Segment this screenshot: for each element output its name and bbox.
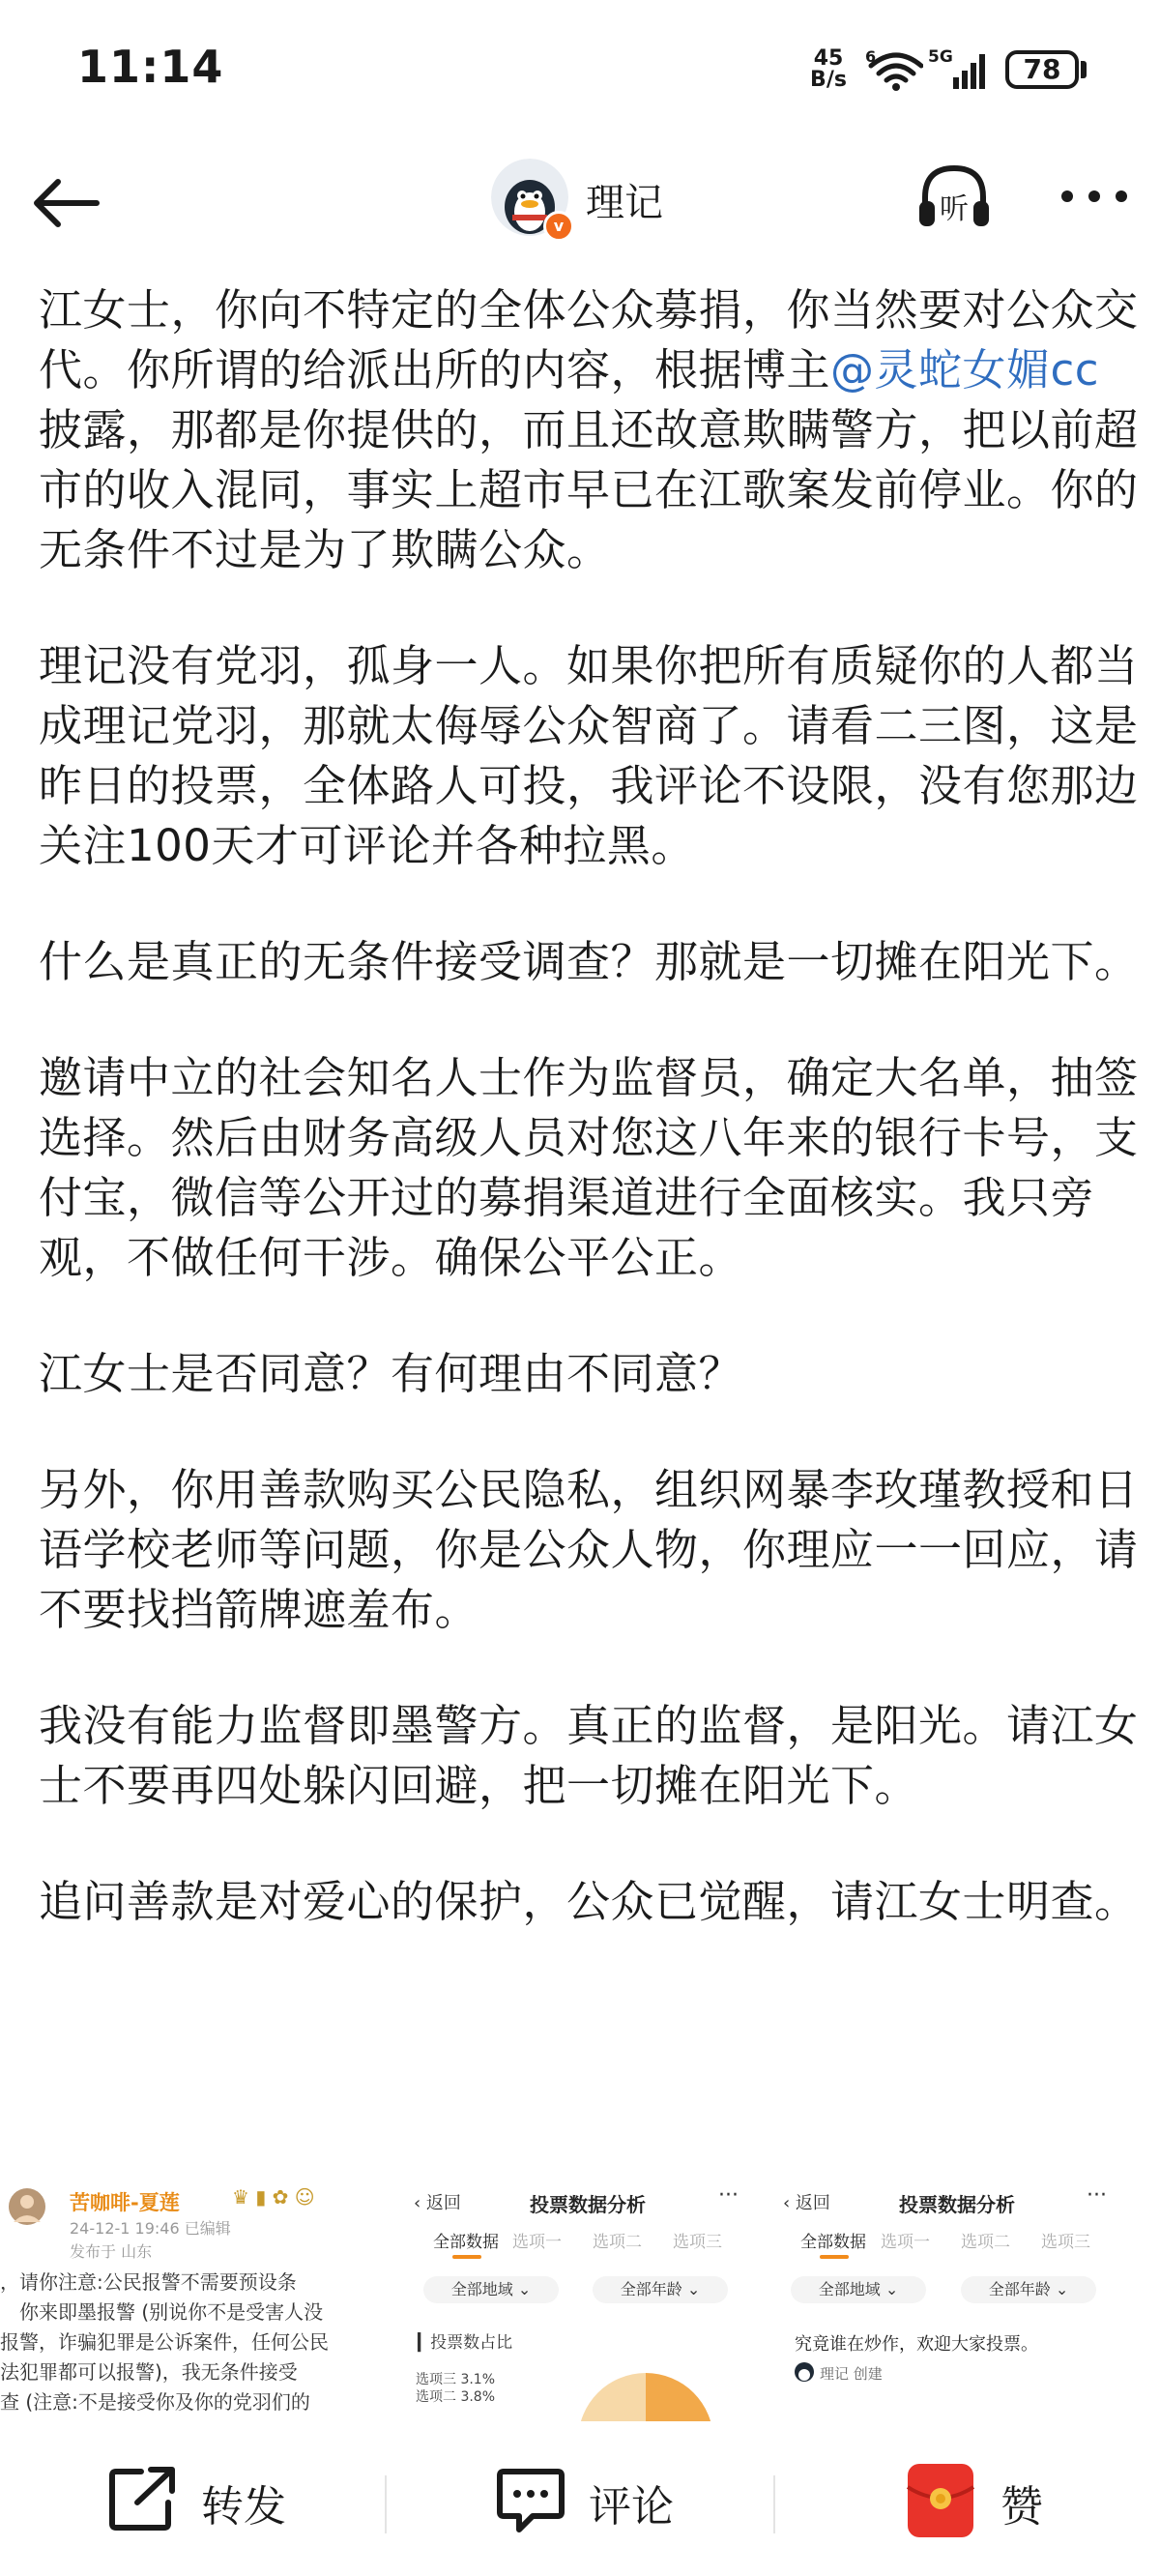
- article-body: [39, 280, 1141, 1988]
- thumb3-question: 究竟谁在炒作，欢迎大家投票。: [795, 2334, 1038, 2355]
- thumb1-meta: 24-12-1 19:46 已编辑: [70, 2219, 231, 2238]
- paragraph-5: 江女士是否同意？有何理由不同意？: [39, 1348, 743, 1399]
- thumb3-more-icon: ···: [1087, 2183, 1107, 2208]
- thumb2-filter-age: 全部年龄 ⌄: [593, 2276, 728, 2303]
- back-arrow-icon[interactable]: [29, 164, 106, 242]
- action-divider-1: [385, 2475, 387, 2533]
- action-divider-2: [773, 2475, 775, 2533]
- paragraph-6: 另外，你用善款购买公民隐私，组织网暴李玫瑾教授和日语学校老师等问题，你是公众人物，你理应一一回应，请不要找挡箭牌遮羞布。: [39, 1464, 1139, 1635]
- thumb3-title: 投票数据分析: [899, 2193, 1015, 2216]
- paragraph-4: 邀请中立的社会知名人士作为监督员，确定大名单，抽签选择。然后由财务高级人员对您这八年来的银行卡号，支付宝，微信等公开过的募捐渠道进行全面核实。我只旁观，不做任何干涉。确保公平公正。: [39, 1052, 1139, 1283]
- thumb1-location: 发布于 山东: [70, 2242, 153, 2261]
- paragraph-1: 江女士，你向不特定的全体公众募捐，你当然要对公众交代。你所谓的给派出所的内容，根据博主@灵蛇女媚cc 披露，那都是你提供的，而且还故意欺瞒警方，把以前超市的收入混同，事实上超市早已在江歌案发前停业。你的无条件不过是为了欺瞒公众。: [39, 284, 1139, 575]
- status-bar: [0, 0, 1160, 145]
- paragraph-7: 我没有能力监督即墨警方。真正的监督，是阳光。请江女士不要再四处躲闪回避，把一切摊在阳光下。: [39, 1700, 1139, 1811]
- bottom-action-bar: [0, 2437, 1160, 2576]
- image-thumbnail-2[interactable]: ‹ 返回 投票数据分析 ··· 全部数据 选项一 选项二 选项三 全部地域 ⌄ 全部年龄 ⌄ ▎投票数占比 选项三 3.1% 选项二 3.8%: [404, 2180, 762, 2421]
- status-time: 11:14: [77, 41, 224, 93]
- more-options-icon[interactable]: [1056, 182, 1133, 211]
- thumb2-back: ‹ 返回: [414, 2193, 461, 2213]
- battery-tip: [1081, 61, 1087, 78]
- verified-badge: v: [543, 211, 574, 242]
- svg-text:6: 6: [865, 48, 877, 66]
- cellular-signal-icon: [926, 48, 994, 91]
- thumb3-tab-indicator: [820, 2255, 849, 2259]
- thumb3-back: ‹ 返回: [783, 2193, 830, 2213]
- wifi-icon: [865, 48, 923, 91]
- comment-icon: [494, 2464, 567, 2537]
- svg-text:5G: 5G: [928, 48, 953, 67]
- thumb2-pie-chart: [549, 2363, 742, 2421]
- user-avatar-icon: [8, 2187, 46, 2226]
- thumb2-tab-indicator: [452, 2255, 481, 2259]
- image-gallery: [0, 2180, 1160, 2421]
- user-mention-link[interactable]: @灵蛇女媚cc: [830, 344, 1099, 395]
- author-name[interactable]: 理记: [586, 181, 663, 225]
- thumb2-filter-region: 全部地域 ⌄: [423, 2276, 559, 2303]
- thumb3-filter-region: 全部地域 ⌄: [791, 2276, 926, 2303]
- paragraph-8: 追问善款是对爱心的保护，公众已觉醒，请江女士明查。: [39, 1876, 1139, 1927]
- network-speed: 45 B/s: [810, 46, 847, 92]
- image-thumbnail-3[interactable]: ‹ 返回 投票数据分析 ··· 全部数据 选项一 选项二 选项三 全部地域 ⌄ 全部年龄 ⌄ 究竟谁在炒作，欢迎大家投票。 理记 创建: [769, 2180, 1160, 2421]
- thumb3-filter-age: 全部年龄 ⌄: [961, 2276, 1096, 2303]
- paragraph-2: 理记没有党羽，孤身一人。如果你把所有质疑你的人都当成理记党羽，那就太侮辱公众智商了。请看二三图，这是昨日的投票，全体路人可投，我评论不设限，没有您那边关注100天才可评论并各种拉黑。: [39, 640, 1139, 871]
- thumb1-badges: ♛ ▮ ✿ ☺: [232, 2185, 315, 2209]
- thumb2-title: 投票数据分析: [530, 2193, 646, 2216]
- thumb2-more-icon: ···: [718, 2183, 739, 2208]
- comment-button[interactable]: 评论: [488, 2437, 710, 2562]
- thumb1-username: 苦咖啡-夏莲: [70, 2191, 180, 2214]
- repost-button[interactable]: 转发: [97, 2437, 319, 2562]
- image-thumbnail-1[interactable]: 苦咖啡-夏莲 ♛ ▮ ✿ ☺ 24-12-1 19:46 已编辑 发布于 山东 ，请你注意:公民报警不需要预设条 你来即墨报警 (别说你不是受害人没 报警，诈骗犯罪是公诉案件，任何公民 法犯罪都可以报警)，我无条件接受 查 (注意:不是接受你及你的党羽们的: [0, 2180, 396, 2421]
- like-button[interactable]: 赞: [904, 2437, 1097, 2562]
- share-icon: [106, 2464, 180, 2533]
- nav-bar: [0, 145, 1160, 261]
- svg-text:听: 听: [940, 192, 969, 226]
- battery-indicator: 78: [1005, 50, 1079, 89]
- thumb2-section: ▎投票数占比: [418, 2333, 513, 2353]
- red-envelope-icon: [904, 2460, 977, 2541]
- paragraph-3: 什么是真正的无条件接受调查？那就是一切摊在阳光下。: [39, 936, 1139, 987]
- thumb3-creator-avatar-icon: [795, 2362, 814, 2382]
- headphones-icon[interactable]: [914, 157, 995, 238]
- thumb3-creator: 理记 创建: [820, 2365, 883, 2383]
